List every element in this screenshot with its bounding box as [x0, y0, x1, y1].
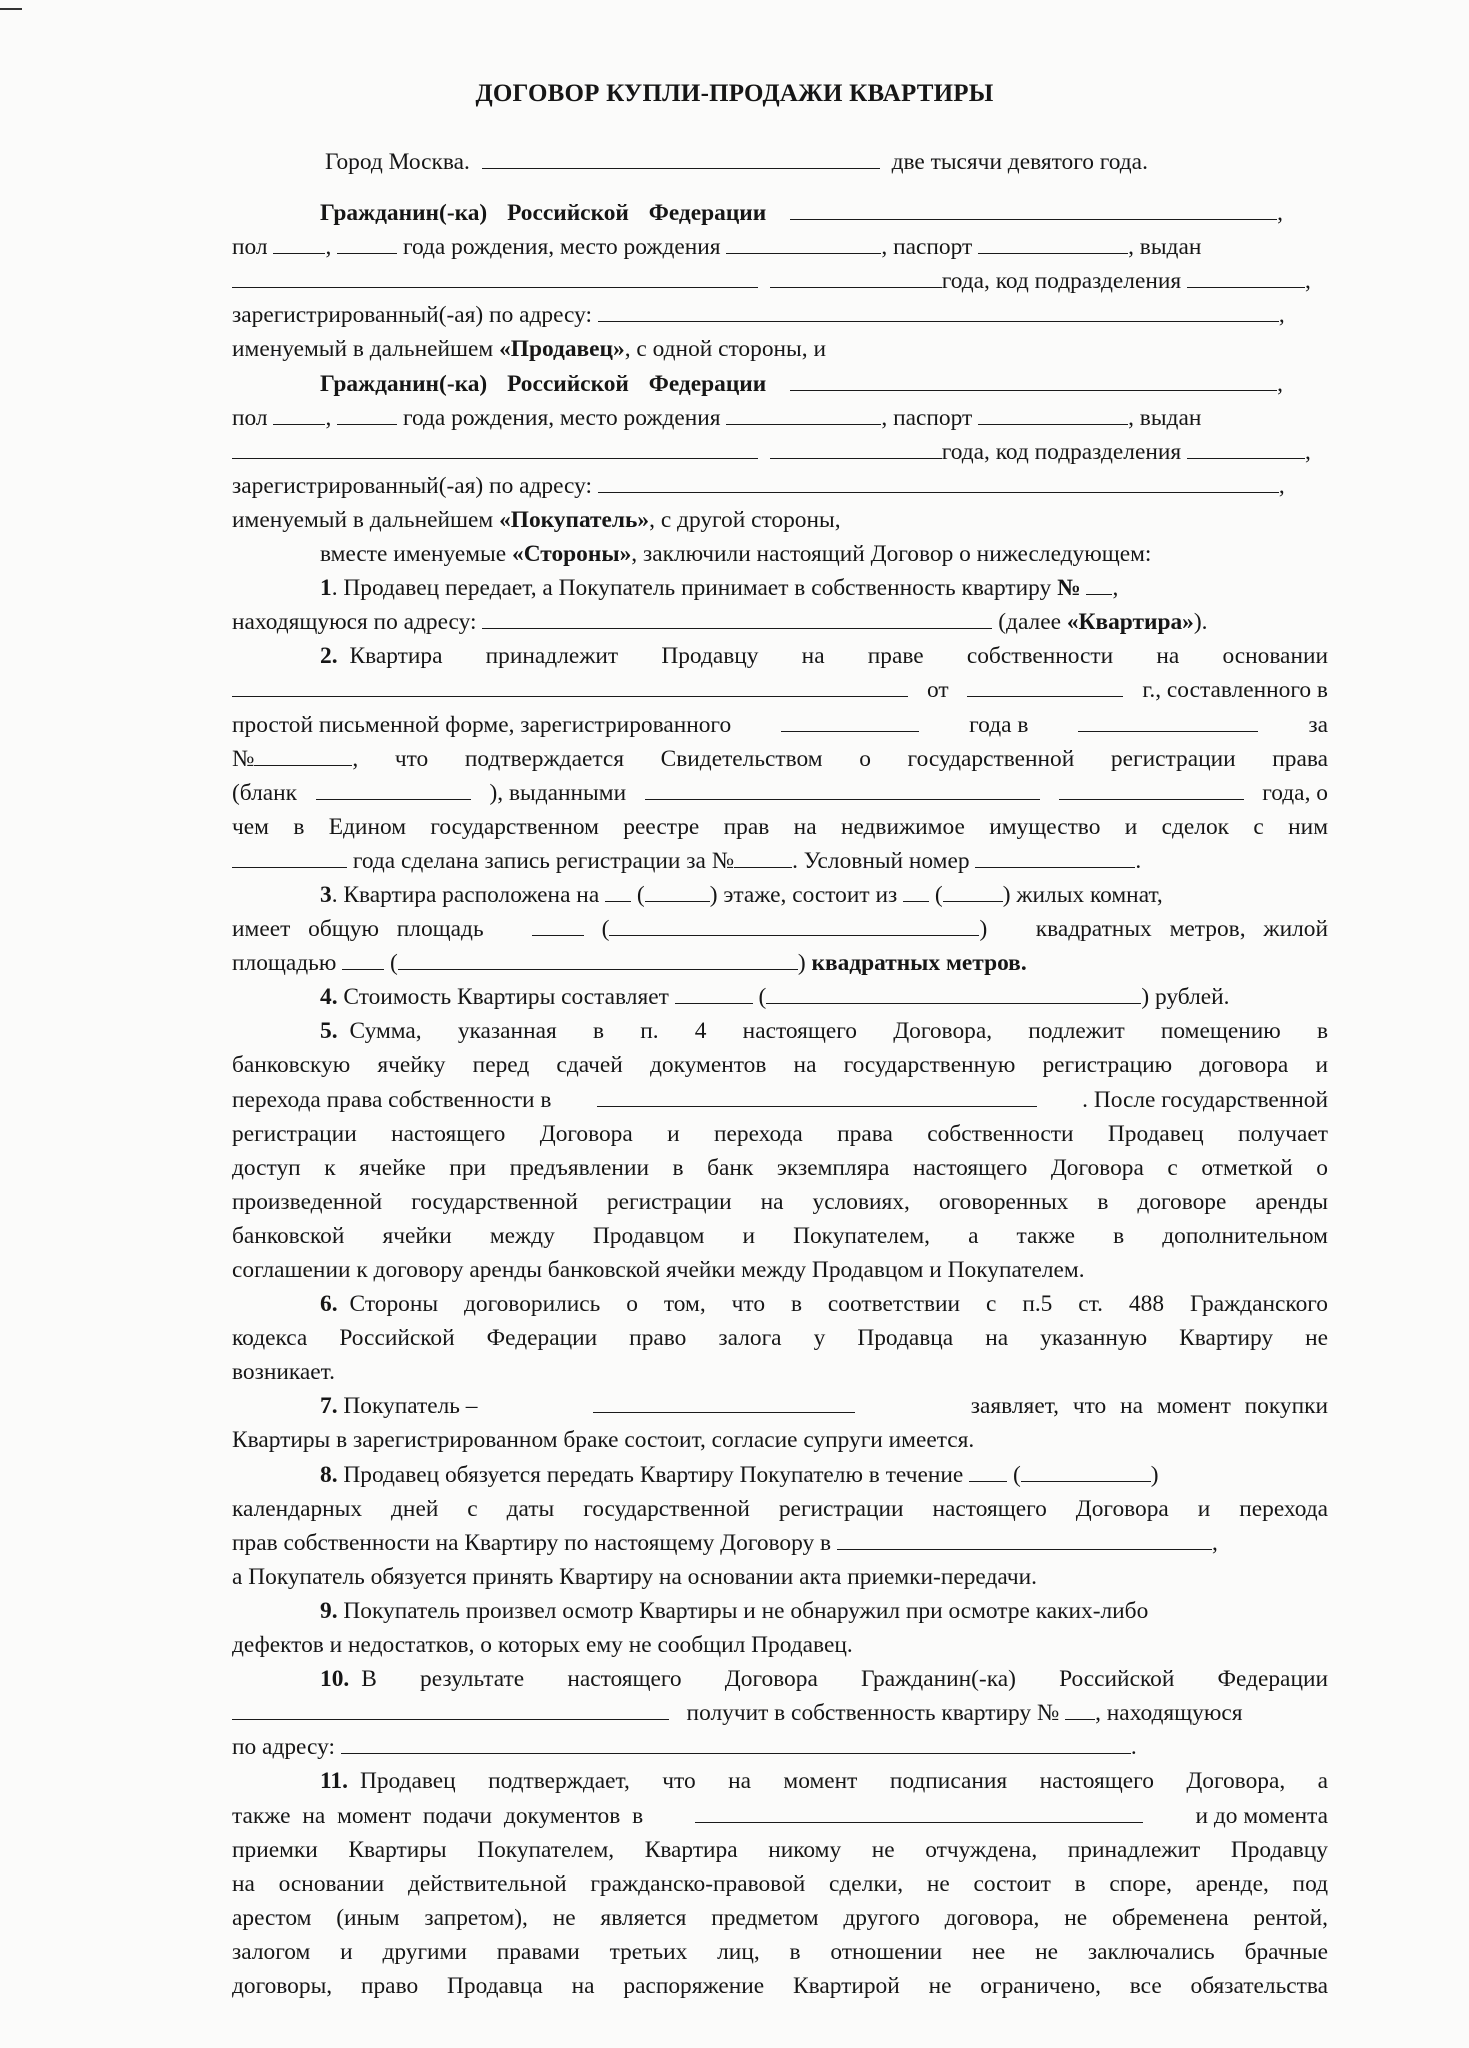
clause-5-line-5: доступ к ячейке при предъявлении в банк экземпляра настоящего Договора с отметкой о	[232, 1154, 1328, 1181]
clause-2-line-4: № , что подтверждается Свидетельством о государственной регистрации права	[232, 742, 1328, 776]
clause-10-line-3: по адресу: .	[232, 1730, 1328, 1764]
buyer-name-blank	[790, 368, 1277, 391]
clause-8-line-1: 8. Продавец обязуется передать Квартиру Покупателю в течение ( )	[232, 1458, 1328, 1492]
clause-6-line-2: кодекса Российской Федерации право залога у Продавца на указанную Квартиру не	[232, 1325, 1328, 1352]
buyer-heading: Гражданин(-ка) Российской Федерации	[320, 370, 767, 397]
clause-4-line: 4. Стоимость Квартиры составляет ( ) рублей.	[232, 980, 1328, 1014]
seller-line-4: зарегистрированный(-ая) по адресу: ,	[232, 298, 1328, 332]
clause-10-line-1: 10. В результате настоящего Договора Гражданин(-ка) Российской Федерации	[320, 1666, 1328, 1693]
clause-11-line-4: на основании действительной гражданско-правовой сделки, не состоит в споре, аренде, под	[232, 1870, 1328, 1897]
clause-8-line-2: календарных дней с даты государственной регистрации настоящего Договора и перехода	[232, 1495, 1328, 1522]
buyer-heading-line: Гражданин(-ка) Российской Федерации ,	[232, 367, 1328, 401]
seller-line-5: именуемый в дальнейшем «Продавец», с одной стороны, и	[232, 336, 826, 363]
clause-11-line-3: приемки Квартиры Покупателем, Квартира никому не отчуждена, принадлежит Продавцу	[232, 1836, 1328, 1863]
clause-1-line-1: 1. Продавец передает, а Покупатель принимает в собственность квартиру № ,	[232, 571, 1328, 605]
buyer-line-2: пол , года рождения, место рождения , паспорт , выдан	[232, 401, 1328, 435]
clause-1-line-2: находящуюся по адресу: (далее «Квартира»).	[232, 605, 1328, 639]
clause-6-line-1: 6. Стороны договорились о том, что в соответствии с п.5 ст. 488 Гражданского	[320, 1291, 1328, 1318]
clause-11-line-2: также на момент подачи документов в и до момента	[232, 1799, 1328, 1833]
seller-heading-line: Гражданин(-ка) Российской Федерации ,	[232, 196, 1328, 230]
clause-5-line-8: соглашении к договору аренды банковской ячейки между Продавцом и Покупателем.	[232, 1257, 1085, 1283]
clause-2-line-6: чем в Едином государственном реестре прав на недвижимое имущество и сделок с ним	[232, 813, 1328, 840]
clause-5-line-3: перехода права собственности в . После государственной	[232, 1083, 1328, 1117]
intro-line: вместе именуемые «Стороны», заключили настоящий Договор о нижеследующем:	[320, 541, 1152, 568]
clause-5-line-1: 5. Сумма, указанная в п. 4 настоящего Договора, подлежит помещению в	[320, 1018, 1328, 1045]
clause-10-line-2: получит в собственность квартиру № , находящуюся	[232, 1696, 1328, 1730]
clause-2-line-2: от г., составленного в	[232, 673, 1328, 707]
clause-5-line-7: банковской ячейки между Продавцом и Покупателем, а также в дополнительном	[232, 1222, 1328, 1249]
buyer-line-4: зарегистрированный(-ая) по адресу: ,	[232, 469, 1328, 503]
clause-3-line-1: 3. Квартира расположена на ( ) этаже, состоит из ( ) жилых комнат,	[232, 878, 1328, 912]
clause-3-line-2: имеет общую площадь ( ) квадратных метров, жилой	[232, 912, 1328, 946]
clause-7-line-2: Квартиры в зарегистрированном браке состоит, согласие супруги имеется.	[232, 1427, 975, 1454]
date-blank	[482, 146, 880, 169]
clause-7-line-1: 7. Покупатель – заявляет, что на момент покупки	[232, 1389, 1328, 1423]
document-body	[232, 145, 1328, 2003]
clause-11-line-1: 11. Продавец подтверждает, что на момент подписания настоящего Договора, а	[320, 1768, 1328, 1795]
clause-2-line-3: простой письменной форме, зарегистрированного года в за	[232, 708, 1328, 742]
seller-line-3: года, код подразделения ,	[232, 264, 1328, 298]
clause-6-line-3: возникает.	[232, 1359, 335, 1386]
clause-8-line-3: прав собственности на Квартиру по настоящему Договору в ,	[232, 1526, 1328, 1560]
clause-11-line-6: залогом и другими правами третьих лиц, в отношении нее не заключались брачные	[232, 1938, 1328, 1965]
clause-5-line-2: банковскую ячейку перед сдачей документов на государственную регистрацию договора и	[232, 1052, 1328, 1079]
seller-heading: Гражданин(-ка) Российской Федерации	[320, 200, 767, 227]
clause-8-line-4: а Покупатель обязуется принять Квартиру на основании акта приемки-передачи.	[232, 1563, 1037, 1590]
clause-11-line-7: договоры, право Продавца на распоряжение Квартирой не ограничено, все обязательства	[232, 1972, 1328, 1999]
clause-11-line-5: арестом (иным запретом), не является предметом другого договора, не обременена рентой,	[232, 1904, 1328, 1931]
clause-5-line-4: регистрации настоящего Договора и перехода права собственности Продавец получает	[232, 1120, 1328, 1147]
clause-2-line-7: года сделана запись регистрации за № . Условный номер .	[232, 844, 1328, 878]
clause-9-line-1: 9. Покупатель произвел осмотр Квартиры и не обнаружил при осмотре каких-либо	[320, 1597, 1149, 1624]
buyer-line-3: года, код подразделения ,	[232, 435, 1328, 469]
clause-2-line-5: (бланк ), выданными года, о	[232, 776, 1328, 810]
clause-9-line-2: дефектов и недостатков, о которых ему не сообщил Продавец.	[232, 1632, 853, 1659]
clause-2-line-1: 2. Квартира принадлежит Продавцу на праве собственности на основании	[320, 643, 1328, 670]
buyer-line-5: именуемый в дальнейшем «Покупатель», с другой стороны,	[232, 506, 841, 533]
seller-line-2: пол , года рождения, место рождения , паспорт , выдан	[232, 230, 1328, 264]
clause-3-line-3: площадью ( ) квадратных метров.	[232, 946, 1328, 980]
document-title: ДОГОВОР КУПЛИ-ПРОДАЖИ КВАРТИРЫ	[475, 80, 994, 107]
scan-corner-mark	[0, 8, 22, 10]
clause-5-line-6: произведенной государственной регистрации на условиях, оговоренных в договоре аренды	[232, 1188, 1328, 1215]
city-date-line: Город Москва. две тысячи девятого года.	[232, 145, 1328, 179]
seller-name-blank	[790, 197, 1277, 220]
